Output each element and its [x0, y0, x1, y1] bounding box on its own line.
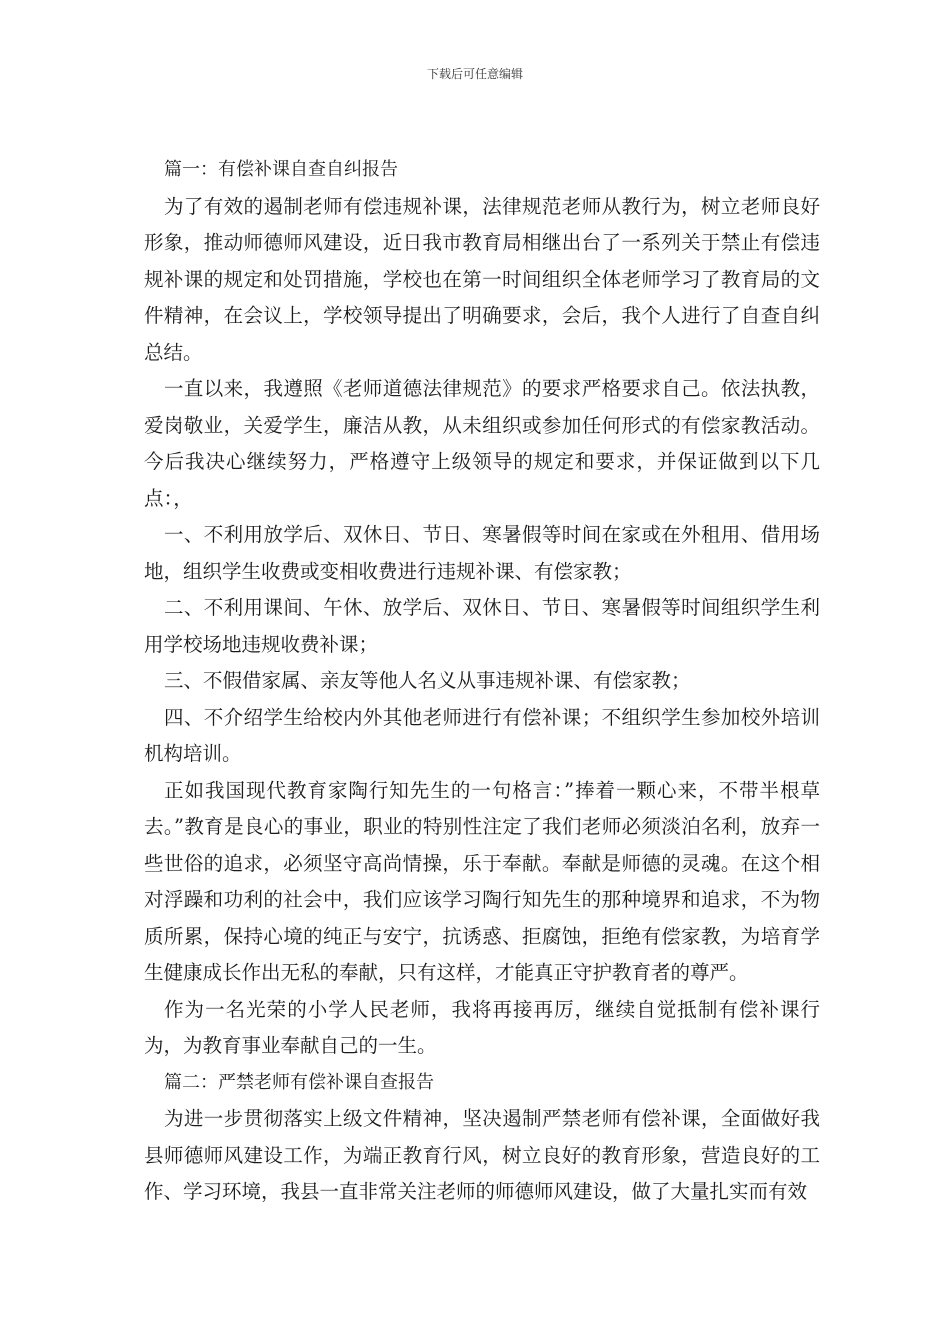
- paragraph-quote: 正如我国现代教育家陶行知先生的一句格言：”捧着一颗心来，不带半根草去。”教育是良心的事业，职业的特别性注定了我们老师必须淡泊名利，放弃一些世俗的追求，必须坚守高尚情操，乐于奉献。奉献是师德的灵魂。在这个相对浮躁和功利的社会中，我们应该学习陶行知先生的那种境界和追求，不为物质所累，保持心境的纯正与安宁，抗诱惑、拒腐蚀，拒绝有偿家教，为培育学生健康成长作出无私的奉献，只有这样，才能真正守护教育者的尊严。: [144, 778, 820, 984]
- section-title-1: 篇一：有偿补课自查自纠报告: [164, 159, 398, 180]
- list-item-2: 二、不利用课间、午休、放学后、双休日、节日、寒暑假等时间组织学生利用学校场地违规收费补课；: [144, 596, 820, 656]
- paragraph-commitment: 一直以来，我遵照《老师道德法律规范》的要求严格要求自己。依法执教，爱岗敬业，关爱学生，廉洁从教，从未组织或参加任何形式的有偿家教活动。今后我决心继续努力，严格遵守上级领导的规定和要求，并保证做到以下几点：，: [144, 377, 820, 510]
- page-header: 下载后可任意编辑: [426, 67, 523, 81]
- list-item-4: 四、不介绍学生给校内外其他老师进行有偿补课；不组织学生参加校外培训机构培训。: [144, 705, 820, 765]
- list-item-3: 三、不假借家属、亲友等他人名义从事违规补课、有偿家教；: [164, 669, 691, 692]
- paragraph-intro: 为了有效的遏制老师有偿违规补课，法律规范老师从教行为，树立老师良好形象，推动师德师风建设，近日我市教育局相继出台了一系列关于禁止有偿违规补课的规定和处罚措施，学校也在第一时间组织全体老师学习了教育局的文件精神，在会议上，学校领导提出了明确要求，会后，我个人进行了自查自纠总结。: [144, 194, 820, 364]
- paragraph-closing: 作为一名光荣的小学人民老师，我将再接再厉，继续自觉抵制有偿补课行为，为教育事业奉献自己的一生。: [144, 997, 820, 1057]
- list-item-1: 一、不利用放学后、双休日、节日、寒暑假等时间在家或在外租用、借用场地，组织学生收费或变相收费进行违规补课、有偿家教；: [144, 523, 820, 583]
- paragraph-section2-intro: 为进一步贯彻落实上级文件精神，坚决遏制严禁老师有偿补课，全面做好我县师德师风建设工作，为端正教育行风，树立良好的教育形象，营造良好的工作、学习环境，我县一直非常关注老师的师德师风建设，做了大量扎实而有效: [144, 1107, 820, 1203]
- section-title-2: 篇二：严禁老师有偿补课自查报告: [164, 1071, 434, 1093]
- document-body: [144, 152, 820, 1211]
